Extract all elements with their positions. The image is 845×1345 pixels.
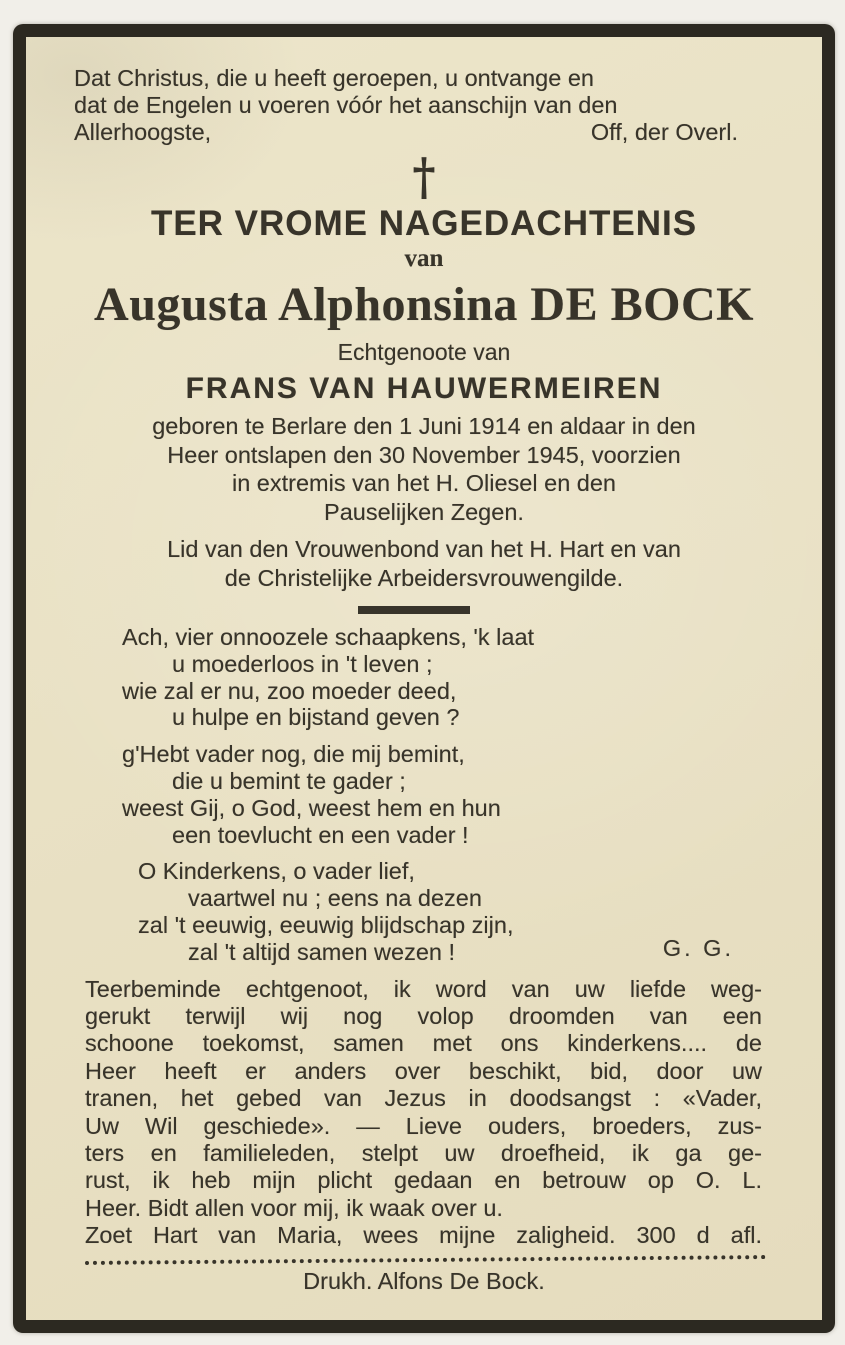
farewell-line: Teerbeminde echtgenoot, ik word van uw liefde weg-	[85, 975, 762, 1002]
membership-line: Lid van den Vrouwenbond van het H. Hart en van	[167, 536, 681, 562]
epigraph	[26, 37, 822, 146]
farewell-line: Zoet Hart van Maria, wees mijne zaligheid. 300 d afl.	[85, 1222, 762, 1249]
farewell-line: Heer heeft er anders over beschikt, bid, door uw	[85, 1057, 762, 1084]
farewell-line: ters en familieleden, stelpt uw droefheid, ik ga ge-	[85, 1140, 762, 1166]
epigraph-line-3-left: Allerhoogste,	[74, 119, 212, 145]
life-details-line: in extremis van het H. Oliesel en den	[231, 470, 617, 496]
membership-line: de Christelijke Arbeidersvrouwengilde.	[224, 565, 624, 591]
poem-stanza-1	[122, 624, 822, 731]
cross-icon: †	[412, 148, 436, 207]
farewell-line: tranen, het gebed van Jezus in doodsangst : «Vader,	[85, 1085, 762, 1112]
epigraph-line-2: dat de Engelen u voeren vóór het aanschijn van den	[74, 92, 618, 118]
poem-line: g'Hebt vader nog, die mij bemint,	[122, 741, 465, 768]
poem-line: vaartwel nu ; eens na dezen	[188, 885, 482, 912]
farewell-paragraph	[26, 976, 822, 1250]
printer-credit: Drukh. Alfons De Bock.	[303, 1267, 545, 1294]
spouse-label: Echtgenoote van	[337, 339, 511, 365]
epigraph-line-3	[74, 119, 738, 146]
life-details	[26, 412, 822, 526]
poem-line: u hulpe en bijstand geven ?	[172, 704, 460, 731]
poem-line: Ach, vier onnoozele schaapkens, 'k laat	[122, 624, 535, 650]
dotted-divider	[85, 1255, 766, 1265]
poem-line: zal 't altijd samen wezen !	[188, 938, 456, 965]
section-divider-bar	[358, 606, 470, 614]
poem-attribution: G. G.	[662, 934, 734, 961]
membership	[26, 535, 822, 593]
poem-line: een toevlucht en een vader !	[172, 821, 469, 848]
farewell-line: Uw Wil geschiede». — Lieve ouders, broeders, zus-	[85, 1112, 762, 1139]
memorial-card	[13, 24, 835, 1333]
poem-line: O Kinderkens, o vader lief,	[138, 858, 415, 885]
memorial-poem	[26, 624, 822, 966]
farewell-line: gerukt terwijl wij nog volop droomden van een	[85, 1002, 762, 1029]
poem-last-line-row	[138, 934, 822, 966]
epigraph-line-1: Dat Christus, die u heeft geroepen, u ontvange en	[74, 65, 594, 91]
memorial-heading: TER VROME NAGEDACHTENIS	[150, 204, 698, 243]
farewell-line: schoone toekomst, samen met ons kinderkens.... de	[85, 1030, 762, 1057]
life-details-line: Pauselijken Zegen.	[324, 498, 524, 525]
spouse-name: FRANS VAN HAUWERMEIREN	[185, 372, 663, 405]
deceased-name: Augusta Alphonsina DE BOCK	[94, 278, 754, 331]
poem-line: die u bemint te gader ;	[172, 767, 406, 794]
life-details-line: geboren te Berlare den 1 Juni 1914 en aldaar in den	[152, 413, 696, 439]
poem-stanza-2	[122, 741, 822, 848]
memorial-of-label: van	[404, 245, 444, 272]
poem-line: u moederloos in 't leven ;	[172, 650, 433, 677]
epigraph-attribution: Off, der Overl.	[590, 119, 738, 145]
poem-line: wie zal er nu, zoo moeder deed,	[122, 677, 457, 704]
farewell-line: rust, ik heb mijn plicht gedaan en betrouw op O. L.	[85, 1167, 762, 1194]
poem-line: zal 't eeuwig, eeuwig blijdschap zijn,	[138, 911, 514, 938]
card-paper	[26, 37, 822, 1320]
poem-stanza-3	[138, 858, 822, 965]
life-details-line: Heer ontslapen den 30 November 1945, voorzien	[167, 441, 681, 468]
farewell-line: Heer. Bidt allen voor mij, ik waak over u.	[85, 1194, 503, 1221]
poem-line: weest Gij, o God, weest hem en hun	[122, 794, 501, 821]
